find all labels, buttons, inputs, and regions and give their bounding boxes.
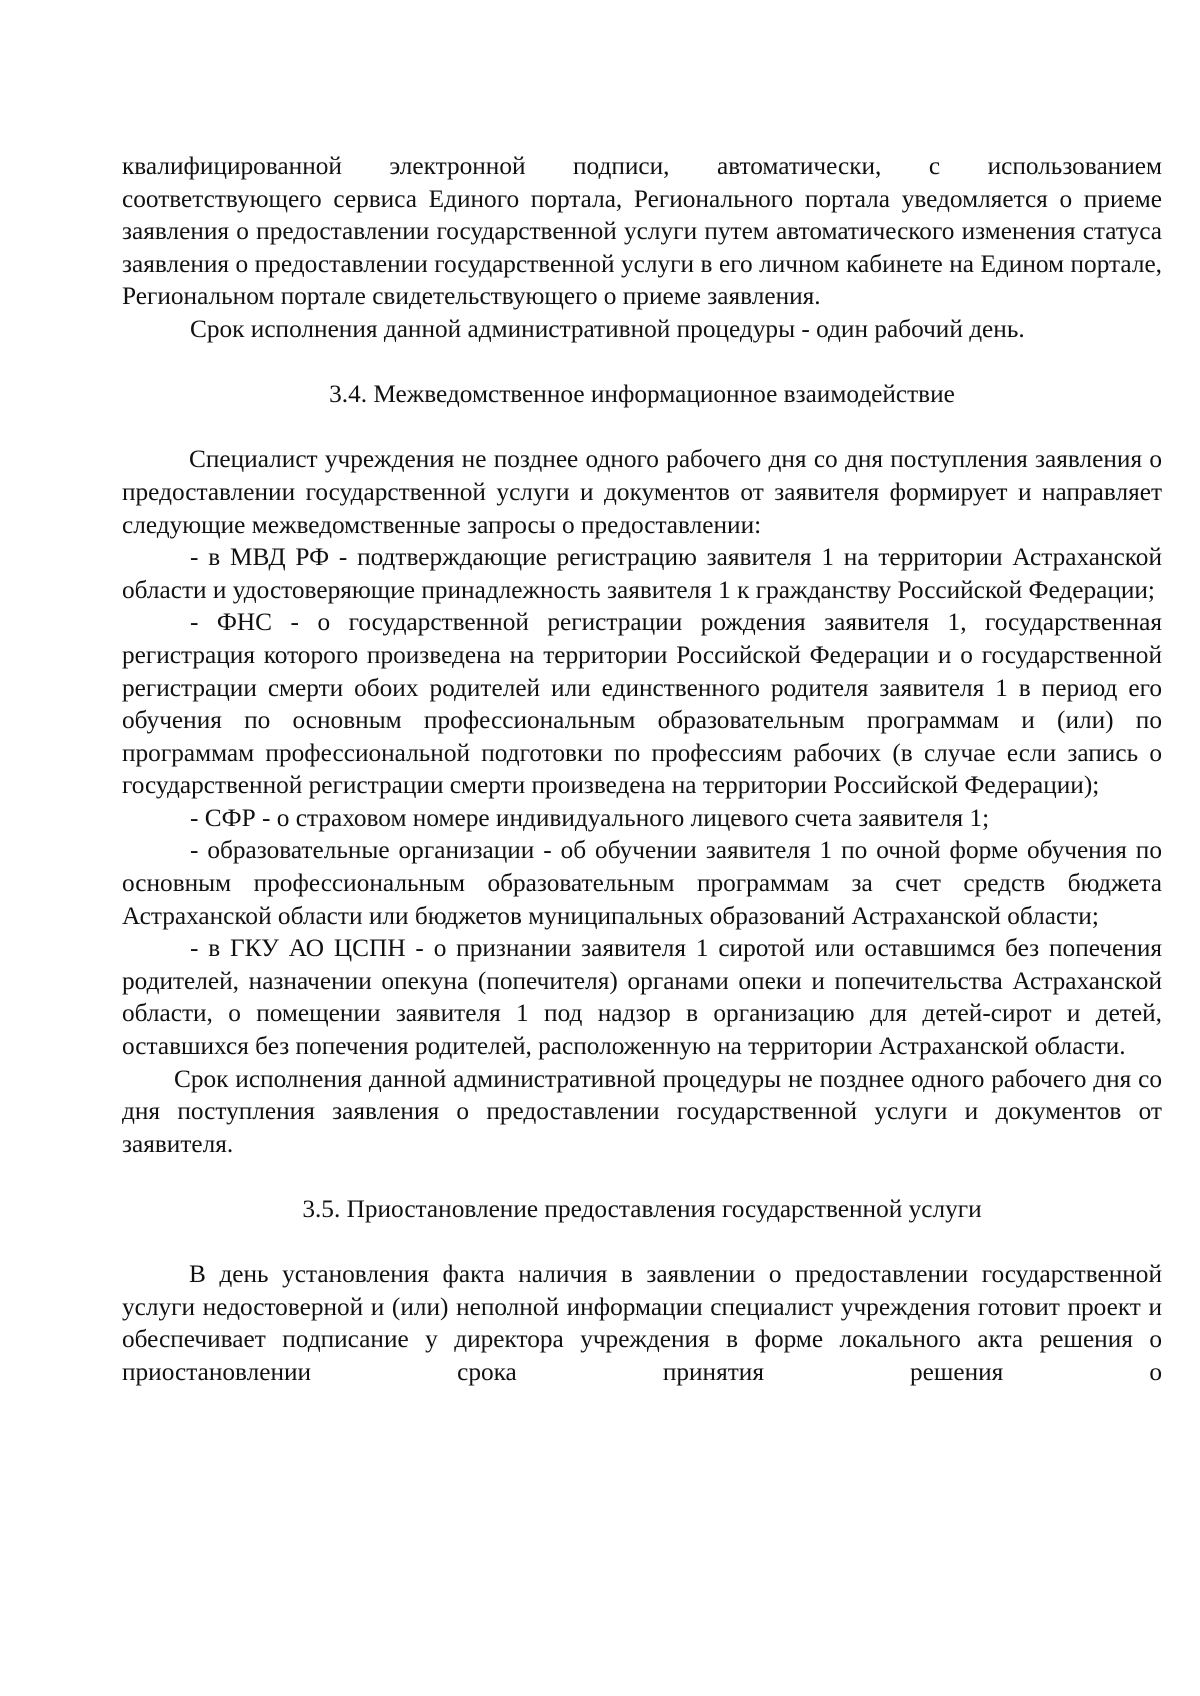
paragraph-interagency-requests: Специалист учреждения не позднее одного рабочего дня со дня поступления заявления о предоставлении государственной услуги и документов от заявителя формирует и направляет следующие межведомственные запросы о предоставлении: [122,445,1162,539]
list-item-education: - образовательные организации - об обучении заявителя 1 по очной форме обучения по основным профессиональным образовательным программам за счет средств бюджета Астраханской области или бюджетов муниципальных образований Астраханской области; [122,836,1162,930]
document-page [122,150,1162,1389]
list-item-sfr: - СФР - о страховом номере индивидуального лицевого счета заявителя 1; [190,803,990,832]
paragraph-deadline-one-day: Срок исполнения данной административной процедуры - один рабочий день. [190,314,1025,343]
paragraph-deadline-interagency: Срок исполнения данной административной процедуры не позднее одного рабочего дня со дня поступления заявления о предоставлении государственной услуги и документов от заявителя. [122,1064,1162,1158]
list-item-mvd: - в МВД РФ - подтверждающие регистрацию заявителя 1 на территории Астраханской области и удостоверяющие принадлежность заявителя 1 к гражданству Российской Федерации; [122,543,1162,604]
list-item-gku: - в ГКУ АО ЦСПН - о признании заявителя 1 сиротой или оставшимся без попечения родителей, назначении опекуна (попечителя) органами опеки и попечительства Астраханской области, о помещении заявителя 1 под надзор в организацию для детей-сирот и детей, оставшихся без попечения родителей, расположенную на территории Астраханской области. [122,934,1162,1061]
paragraph-notification: квалифицированной электронной подписи, автоматически, с использованием соответствующего сервиса Единого портала, Регионального портала уведомляется о приеме заявления о предоставлении государственной услуги путем автоматического изменения статуса заявления о предоставлении государственной услуги в его личном кабинете на Едином портале, Региональном портале свидетельствующего о приеме заявления. [122,152,1162,311]
spacer [122,411,1162,444]
section-heading-3-5: 3.5. Приостановление предоставления государственной услуги [302,1195,982,1223]
section-heading-3-4: 3.4. Межведомственное информационное взаимодействие [329,380,955,409]
paragraph-suspension: В день установления факта наличия в заявлении о предоставлении государственной услуги недостоверной и (или) неполной информации специалист учреждения готовит проект и обеспечивает подписание у директора учреждения в форме локального акта решения о приостановлении срока принятия решения о [122,1260,1162,1386]
spacer [122,346,1162,379]
spacer [122,1160,1162,1193]
spacer [122,1226,1162,1259]
list-item-fns: - ФНС - о государственной регистрации рождения заявителя 1, государственная регистрация которого произведена на территории Российской Федерации и о государственной регистрации смерти обоих родителей или единственного родителя заявителя 1 в период его обучения по основным профессиональным образовательным программам и (или) по программам профессиональной подготовки по профессиям рабочих (в случае если запись о государственной регистрации смерти произведена на территории Российской Федерации); [122,608,1162,800]
